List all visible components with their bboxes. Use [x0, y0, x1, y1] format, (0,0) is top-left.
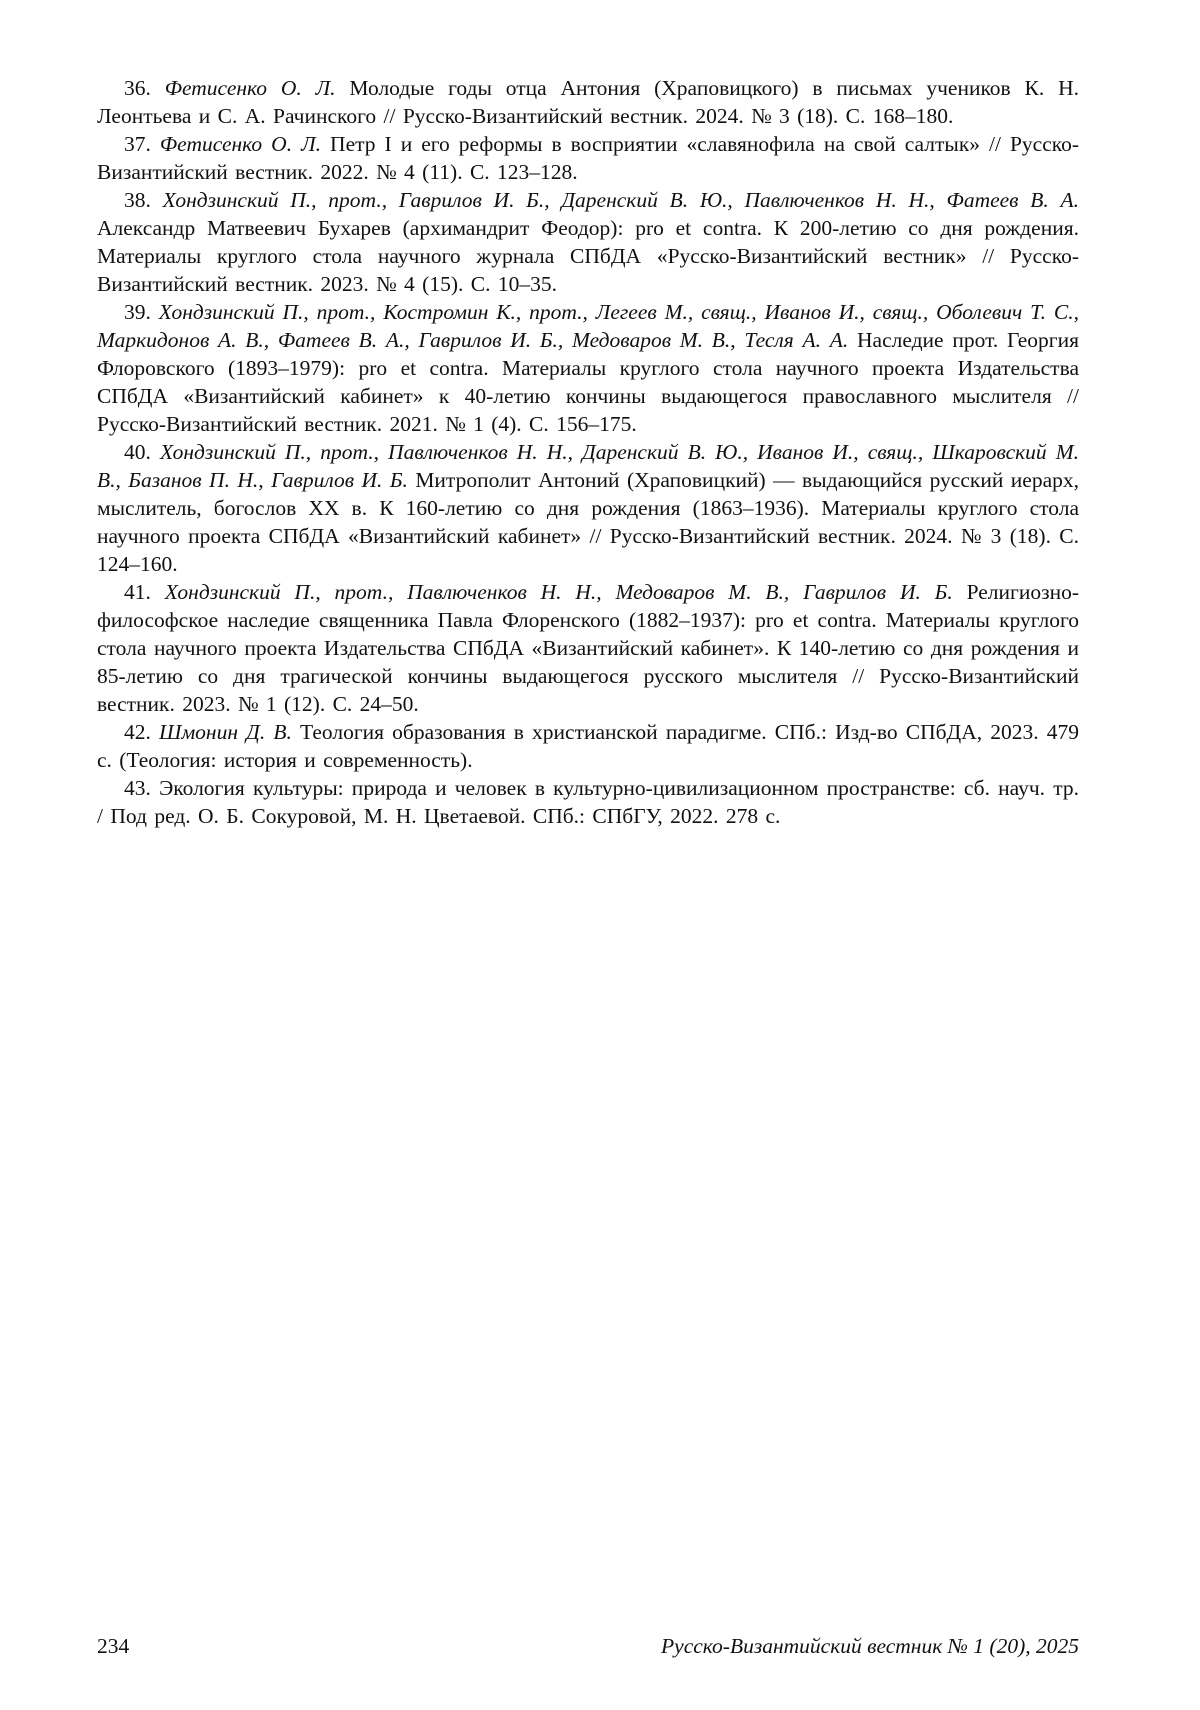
reference-entry	[97, 718, 1079, 774]
reference-text: Наследие прот. Георгия Флоровского (1893–1979): pro et contra. Материалы круглого стола научного проекта Издательства СПбДА «Византийский кабинет» к 40-летию кончины выдающегося православного мыслителя // Русско-Византийский вестник. 2021. № 1 (4). С. 156–175.	[97, 328, 1080, 436]
reference-number: 42.	[124, 720, 151, 744]
reference-number: 41.	[124, 580, 151, 604]
reference-entry	[97, 774, 1079, 830]
footer-journal-title: Русско-Византийский вестник № 1 (20), 2025	[661, 1634, 1079, 1658]
reference-list	[97, 74, 1079, 830]
footer-page-number: 234	[97, 1634, 130, 1658]
reference-number: 38.	[124, 188, 151, 212]
reference-entry	[97, 186, 1079, 298]
reference-entry	[97, 298, 1079, 438]
reference-number: 43.	[124, 776, 151, 800]
reference-authors: Хондзинский П., прот., Гаврилов И. Б., Даренский В. Ю., Павлюченков Н. Н., Фатеев В. А.	[162, 188, 1080, 212]
reference-entry	[97, 578, 1079, 718]
reference-text: Теология образования в христианской парадигме. СПб.: Изд-во СПбДА, 2023. 479 с. (Теология: история и современность).	[97, 720, 1080, 772]
reference-authors: Хондзинский П., прот., Павлюченков Н. Н., Медоваров М. В., Гаврилов И. Б.	[164, 580, 953, 604]
reference-entry	[97, 130, 1079, 186]
reference-authors: Фетисенко О. Л.	[164, 76, 336, 100]
reference-text: Экология культуры: природа и человек в культурно-цивилизационном пространстве: сб. науч. тр. / Под ред. О. Б. Сокуровой, М. Н. Цветаевой. СПб.: СПбГУ, 2022. 278 с.	[97, 776, 1080, 828]
reference-number: 36.	[124, 76, 151, 100]
reference-authors: Хондзинский П., прот., Костромин К., прот., Легеев М., свящ., Иванов И., свящ., Оболевич Т. С., Маркидонов А. В., Фатеев В. А., Гаврилов И. Б., Медоваров М. В., Тесля А. А.	[97, 300, 1080, 352]
reference-entry	[97, 438, 1079, 578]
reference-text: Митрополит Антоний (Храповицкий) — выдающийся русский иерарх, мыслитель, богослов XX в. К 160-летию со дня рождения (1863–1936). Материалы круглого стола научного проекта СПбДА «Византийский кабинет» // Русско-Византийский вестник. 2024. № 3 (18). С. 124–160.	[97, 468, 1079, 576]
page-footer	[97, 1632, 1079, 1660]
reference-authors: Шмонин Д. В.	[159, 720, 292, 744]
reference-authors: Фетисенко О. Л.	[159, 132, 322, 156]
reference-number: 37.	[124, 132, 151, 156]
reference-number: 40.	[124, 440, 151, 464]
reference-text: Молодые годы отца Антония (Храповицкого) в письмах учеников К. Н. Леонтьева и С. А. Рачинского // Русско-Византийский вестник. 2024. № 3 (18). С. 168–180.	[97, 76, 1080, 128]
reference-text: Александр Матвеевич Бухарев (архимандрит Феодор): pro et contra. К 200-летию со дня рождения. Материалы круглого стола научного журнала СПбДА «Русско-Византийский вестник» // Русско-Византийский вестник. 2023. № 4 (15). С. 10–35.	[97, 216, 1079, 296]
reference-entry	[97, 74, 1079, 130]
reference-text: Религиозно-философское наследие священника Павла Флоренского (1882–1937): pro et contra. Материалы круглого стола научного проекта Издательства СПбДА «Византийский кабинет». К 140-летию со дня рождения и 85-летию со дня трагической кончины выдающегося русского мыслителя // Русско-Византийский вестник. 2023. № 1 (12). С. 24–50.	[97, 580, 1079, 716]
reference-authors: Хондзинский П., прот., Павлюченков Н. Н., Даренский В. Ю., Иванов И., свящ., Шкаровский М. В., Базанов П. Н., Гаврилов И. Б.	[97, 440, 1080, 492]
reference-text: Петр I и его реформы в восприятии «славянофила на свой салтык» // Русско-Византийский вестник. 2022. № 4 (11). С. 123–128.	[97, 132, 1080, 184]
reference-number: 39.	[124, 300, 151, 324]
